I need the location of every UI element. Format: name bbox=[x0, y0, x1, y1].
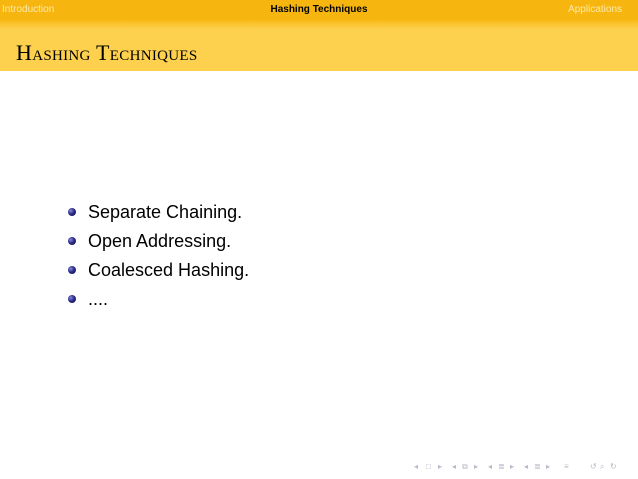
arrow-right-icon[interactable]: ▸ bbox=[546, 462, 551, 471]
nav-section-hashing-techniques[interactable]: Hashing Techniques bbox=[270, 4, 368, 15]
nav-section-introduction[interactable]: Introduction bbox=[2, 4, 55, 15]
section-icon[interactable]: ≣ bbox=[498, 462, 505, 471]
arrow-right-icon[interactable]: ▸ bbox=[474, 462, 479, 471]
bullet-icon bbox=[68, 208, 76, 216]
list-item-text: Coalesced Hashing. bbox=[88, 260, 250, 280]
frame-icon[interactable]: □ bbox=[426, 462, 431, 471]
redo-icon[interactable]: ↻ bbox=[610, 462, 617, 471]
nav-section-applications[interactable]: Applications bbox=[568, 4, 622, 15]
list-item-text: Separate Chaining. bbox=[88, 202, 243, 222]
section-icon[interactable]: ≣ bbox=[534, 462, 541, 471]
bullet-icon bbox=[68, 237, 76, 245]
list-item bbox=[68, 200, 249, 229]
arrow-left-icon[interactable]: ◂ bbox=[414, 462, 419, 471]
section-navigation-bar bbox=[0, 0, 638, 19]
list-item-text: Open Addressing. bbox=[88, 231, 232, 251]
frame-title: Hashing Techniques bbox=[16, 40, 198, 65]
bullet-list bbox=[68, 200, 249, 316]
bullet-icon bbox=[68, 295, 76, 303]
arrow-right-icon[interactable]: ▸ bbox=[510, 462, 515, 471]
list-item bbox=[68, 287, 249, 316]
arrow-left-icon[interactable]: ◂ bbox=[488, 462, 493, 471]
list-item-text: .... bbox=[88, 289, 109, 309]
subsection-icon[interactable]: ⧉ bbox=[462, 462, 468, 471]
list-item bbox=[68, 258, 249, 287]
search-icon[interactable]: ⌕ bbox=[600, 462, 605, 471]
beamer-navigation-symbols bbox=[414, 462, 624, 474]
arrow-right-icon[interactable]: ▸ bbox=[438, 462, 443, 471]
header-gradient bbox=[0, 19, 638, 29]
undo-icon[interactable]: ↺ bbox=[590, 462, 597, 471]
list-item bbox=[68, 229, 249, 258]
arrow-left-icon[interactable]: ◂ bbox=[452, 462, 457, 471]
align-icon[interactable]: ≡ bbox=[564, 462, 569, 471]
bullet-icon bbox=[68, 266, 76, 274]
arrow-left-icon[interactable]: ◂ bbox=[524, 462, 529, 471]
